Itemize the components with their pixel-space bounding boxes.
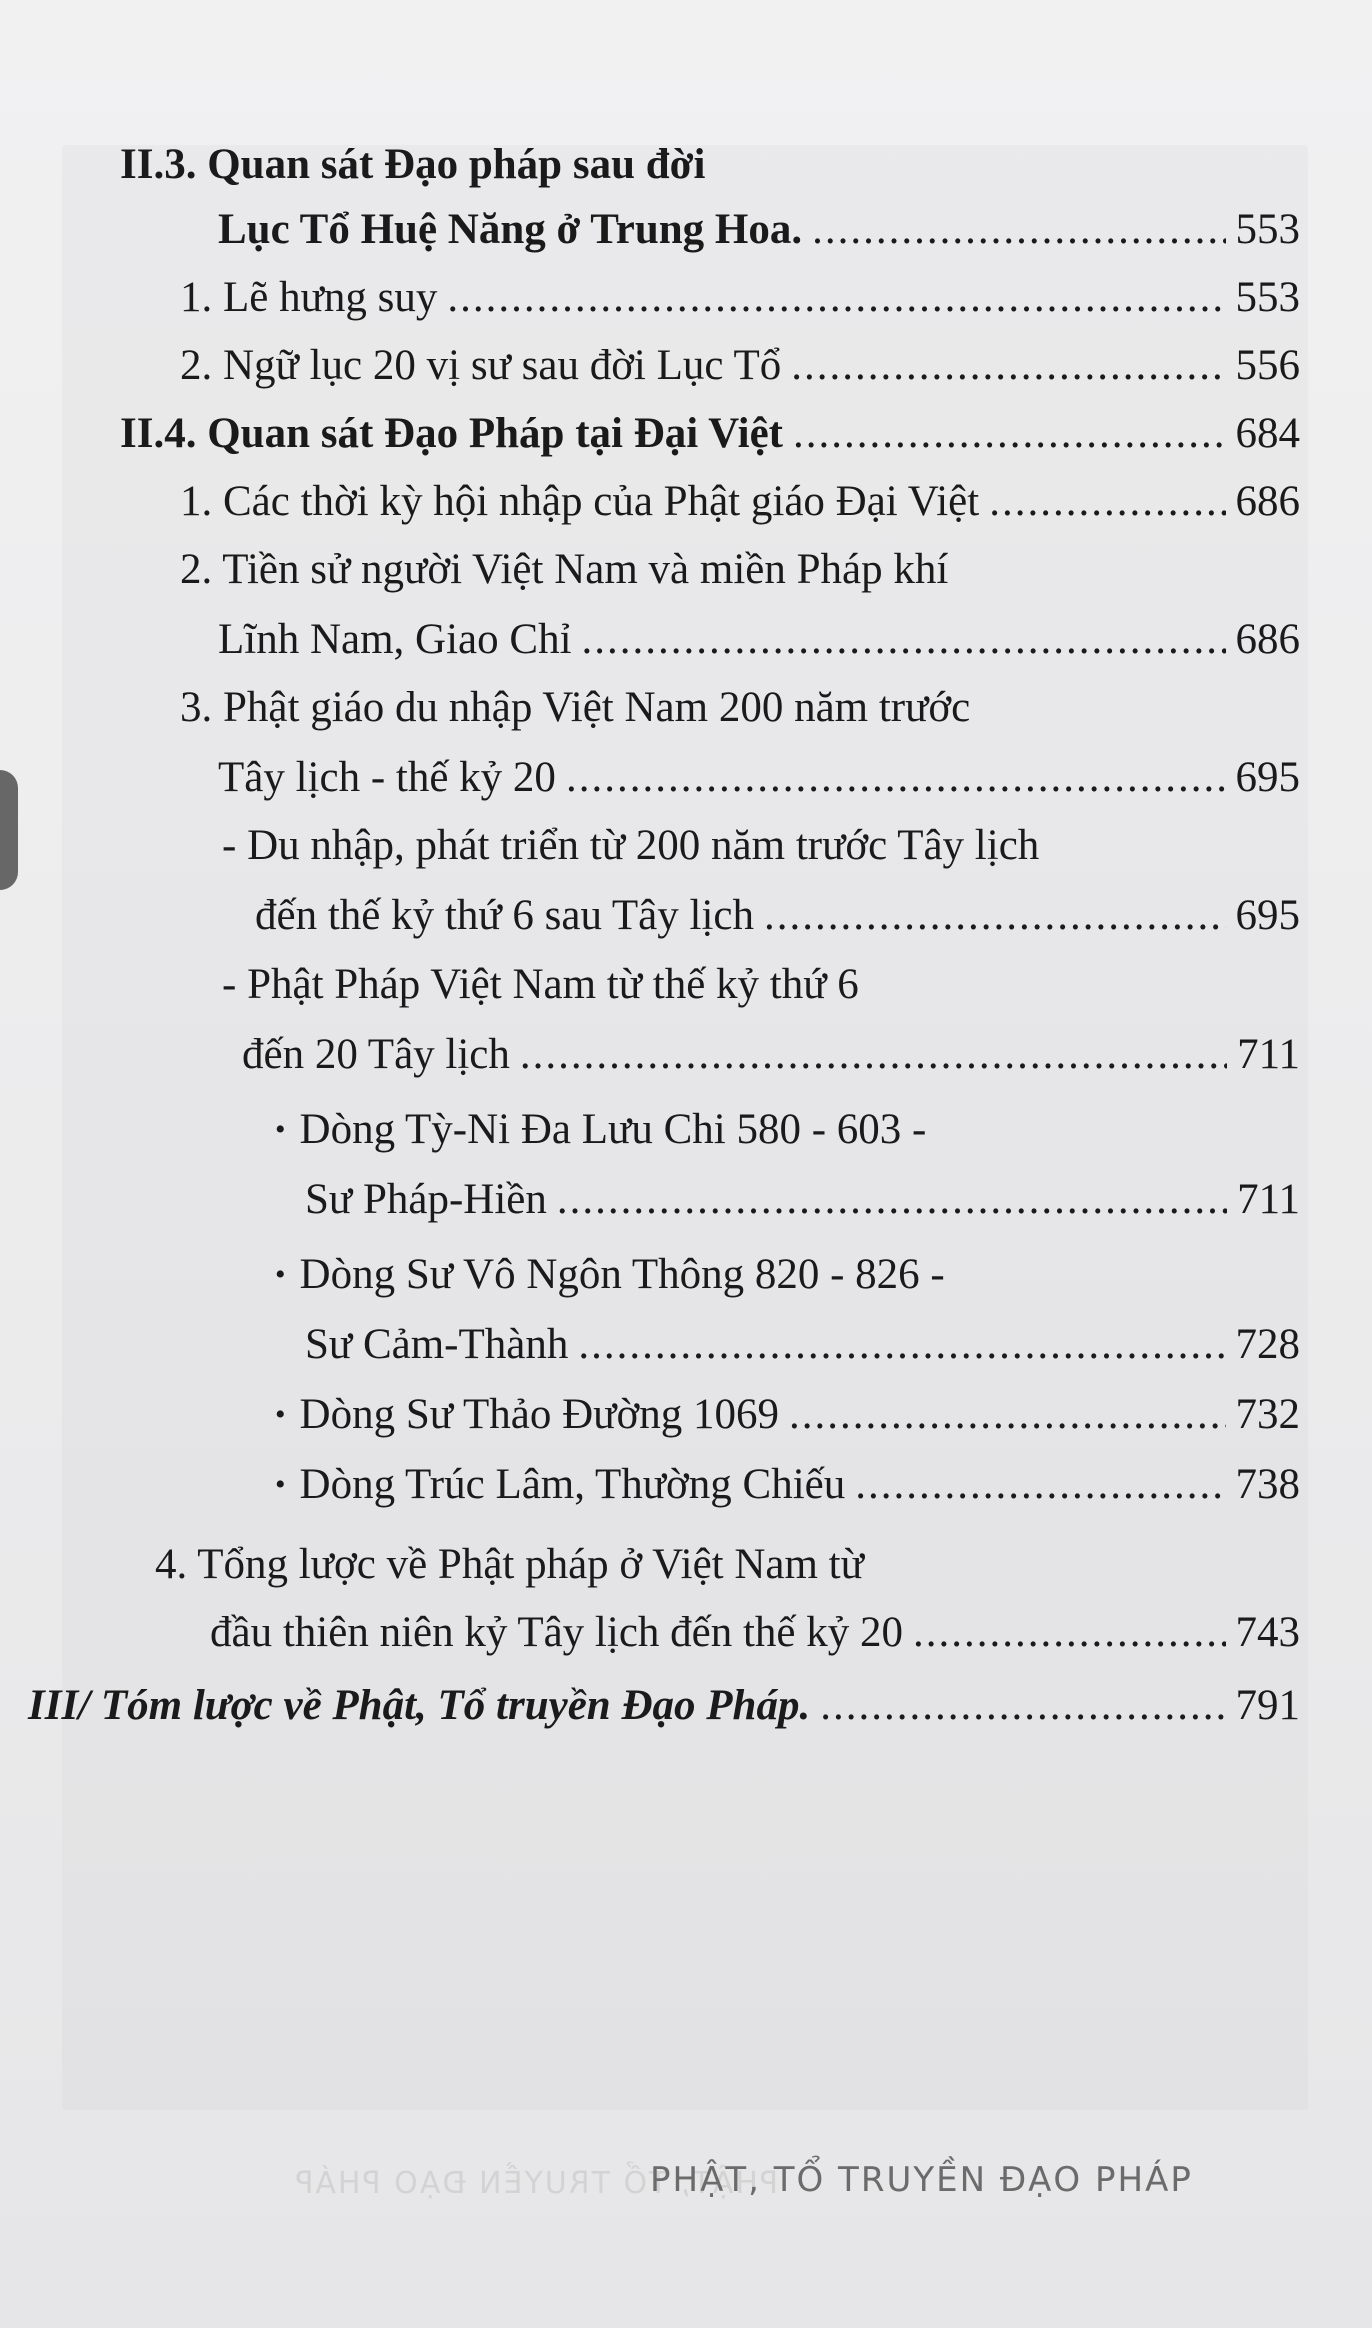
dot-leader	[812, 200, 1225, 260]
toc-entry-text: II.4. Quan sát Đạo Pháp tại Đại Việt	[120, 410, 783, 457]
toc-entry-text: III/ Tóm lược về Phật, Tổ truyền Đạo Pháp.	[28, 1682, 811, 1729]
toc-entry-vo-ngon-heading	[275, 1245, 945, 1309]
toc-entry-text: II.3. Quan sát Đạo pháp sau đời	[120, 141, 706, 188]
toc-entry-text: đến thế kỷ thứ 6 sau Tây lịch	[255, 892, 754, 939]
toc-entry-vo-ngon	[305, 1315, 1300, 1375]
toc-entry-text: Dòng Trúc Lâm, Thường Chiếu	[299, 1461, 846, 1508]
toc-entry-le-hung-suy	[180, 268, 1300, 328]
toc-entry-text: Dòng Tỳ-Ni Đa Lưu Chi 580 - 603 -	[299, 1106, 927, 1153]
toc-entry-text: 2. Tiền sử người Việt Nam và miền Pháp khí	[180, 546, 949, 593]
dot-leader	[764, 886, 1226, 946]
toc-entry-II3-heading	[120, 135, 705, 195]
dot-leader	[578, 1315, 1225, 1375]
toc-entry-phat-trien	[255, 886, 1300, 946]
toc-entry-text: 4. Tổng lược về Phật pháp ở Việt Nam từ	[155, 1541, 864, 1588]
toc-page-number: 728	[1235, 1321, 1300, 1368]
toc-entry-III	[28, 1676, 1300, 1736]
toc-entry-text: Lục Tổ Huệ Năng ở Trung Hoa.	[218, 206, 803, 253]
bullet-icon: •	[275, 1258, 286, 1291]
dot-leader	[855, 1455, 1225, 1515]
toc-entry-text: 1. Các thời kỳ hội nhập của Phật giáo Đại Việt	[180, 478, 980, 525]
toc-entry-text: Tây lịch - thế kỷ 20	[218, 754, 556, 801]
toc-entry-phat-phap-heading	[222, 955, 859, 1015]
dot-leader	[520, 1025, 1227, 1085]
toc-entry-du-nhap	[218, 748, 1300, 808]
toc-page-number: 695	[1235, 892, 1300, 939]
dot-leader	[582, 610, 1226, 670]
toc-entry-tien-su	[218, 610, 1300, 670]
dot-leader	[789, 1385, 1226, 1445]
toc-entry-ty-ni-heading	[275, 1100, 926, 1164]
toc-entry-II3	[218, 200, 1300, 260]
finger-shadow	[0, 770, 18, 890]
toc-entry-text: đến 20 Tây lịch	[242, 1031, 510, 1078]
toc-entry-text: Dòng Sư Vô Ngôn Thông 820 - 826 -	[299, 1251, 945, 1298]
toc-entry-phat-trien-heading	[222, 816, 1039, 876]
toc-entry-text: Lĩnh Nam, Giao Chỉ	[218, 616, 572, 663]
toc-page-number: 711	[1237, 1176, 1300, 1223]
toc-page-number: 686	[1235, 478, 1300, 525]
toc-entry-tong-luoc-heading	[155, 1535, 864, 1595]
bullet-icon: •	[275, 1468, 286, 1501]
toc-page-number: 695	[1235, 754, 1300, 801]
toc-entry-tong-luoc	[210, 1603, 1300, 1663]
dot-leader	[989, 472, 1225, 532]
toc-page-number: 686	[1235, 616, 1300, 663]
dot-leader	[913, 1603, 1225, 1663]
bullet-icon: •	[275, 1398, 286, 1431]
toc-entry-text: Dòng Sư Thảo Đường 1069	[299, 1391, 779, 1438]
footer-show-through: PHẬT, TỔ TRUYỀN ĐẠO PHÁP	[293, 2166, 778, 2201]
toc-entry-truc-lam	[275, 1455, 1300, 1519]
dot-leader	[820, 1676, 1225, 1736]
toc-page-number: 684	[1235, 410, 1300, 457]
dot-leader	[793, 404, 1226, 464]
toc-entry-du-nhap-heading	[180, 678, 970, 738]
toc-entry-text: Sư Cảm-Thành	[305, 1321, 569, 1368]
toc-entry-text: 3. Phật giáo du nhập Việt Nam 200 năm trước	[180, 684, 971, 731]
toc-entry-text: - Phật Pháp Việt Nam từ thế kỷ thứ 6	[222, 961, 859, 1008]
toc-entry-text: đầu thiên niên kỷ Tây lịch đến thế kỷ 20	[210, 1609, 904, 1656]
dot-leader	[566, 748, 1226, 808]
toc-page-number: 553	[1235, 274, 1300, 321]
running-footer-title: PHẬT, TỔ TRUYỀN ĐẠO PHÁP	[650, 2160, 1193, 2200]
toc-page-number: 791	[1235, 1682, 1300, 1729]
dot-leader	[447, 268, 1225, 328]
toc-page-number: 738	[1235, 1461, 1300, 1508]
toc-entry-tien-su-heading	[180, 540, 948, 600]
toc-entry-text: 1. Lẽ hưng suy	[180, 274, 438, 321]
toc-entry-ty-ni	[305, 1170, 1300, 1230]
bullet-icon: •	[275, 1113, 286, 1146]
toc-entry-phat-phap	[242, 1025, 1300, 1085]
toc-entry-text: - Du nhập, phát triển từ 200 năm trước Tây lịch	[222, 822, 1040, 869]
toc-entry-thoi-ky-hoi-nhap	[180, 472, 1300, 532]
dot-leader	[557, 1170, 1227, 1230]
toc-page-number: 732	[1235, 1391, 1300, 1438]
toc-entry-text: Sư Pháp-Hiền	[305, 1176, 547, 1223]
toc-page-number: 556	[1235, 342, 1300, 389]
dot-leader	[791, 336, 1225, 396]
toc-page-number: 743	[1235, 1609, 1300, 1656]
toc-entry-ngu-luc	[180, 336, 1300, 396]
toc-entry-II4	[120, 404, 1300, 464]
toc-page-number: 711	[1237, 1031, 1300, 1078]
toc-entry-text: 2. Ngữ lục 20 vị sư sau đời Lục Tổ	[180, 342, 782, 389]
toc-page-number: 553	[1235, 206, 1300, 253]
toc-entry-thao-duong	[275, 1385, 1300, 1449]
